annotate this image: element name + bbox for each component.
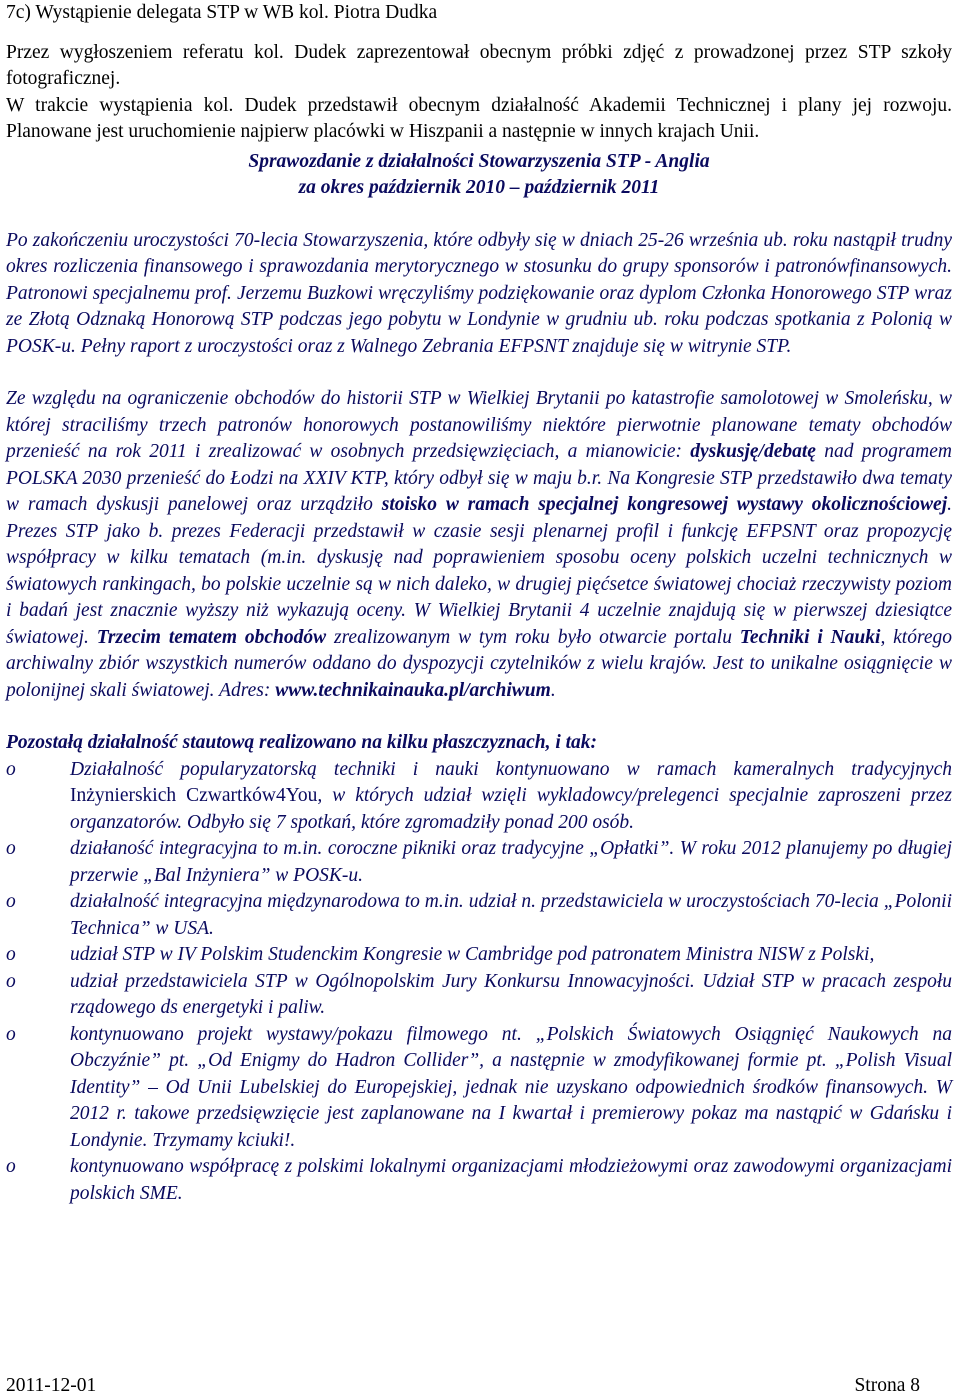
page-footer xyxy=(6,1373,952,1399)
bullet-icon: o xyxy=(6,838,16,859)
paragraph-2-part-k: . xyxy=(550,679,556,701)
list-item xyxy=(6,969,952,1022)
bullet-icon: o xyxy=(6,891,16,912)
report-paragraph-1: Po zakończeniu uroczystości 70-lecia Stowarzyszenia, które odbyły się w dniach 25-26 września ub. roku nastąpił trudny okres rozliczenia finansowego i sprawozdania merytorycznego w stosunku do grupy sponsorów i patronówfinansowych. Patronowi specjalnemu prof. Jerzemu Buzkowi wręczyliśmy podziękowanie oraz dyplom Członka Honorowego STP wraz ze Złotą Odznaką Honorową STP podczas jego pobytu w Londynie w grudniu ub. roku podczas spotkania z Polonią w POSK-u. Pełny raport z uroczystości oraz z Walnego Zebrania EFPSNT znajduje się w witrynie STP. xyxy=(6,229,952,357)
list-item-text: udział przedstawiciela STP w Ogólnopolskim Jury Konkursu Innowacyjności. Udział STP w pracach zespołu rządowego ds energetyki i paliw. xyxy=(70,970,952,1018)
list-item xyxy=(6,889,952,942)
list-item-text: kontynuowano projekt wystawy/pokazu filmowego nt. „Polskich Światowych Osiągnięć Naukowych na Obczyźnie” pt. „Od Enigmy do Hadron Collider”, a następnie w zmodyfikowanej formie pt. „Polish Visual Identity” – Od Unii Lubelskiej do Europejskiej, jednak nie uzyskano odpowiednich środków finansowych. W 2012 r. takowe przedsięwzięcie jest zaplanowane na I kwartał i premierowy pokaz ma nastąpić w Gdańsku i Londynie. Trzymamy kciuki!. xyxy=(70,1023,952,1151)
list-item-text: udział STP w IV Polskim Studenckim Kongresie w Cambridge pod patronatem Ministra NISW z Polski, xyxy=(70,944,875,965)
paragraph-2-portal-name: Techniki i Nauki xyxy=(739,626,881,648)
list-item xyxy=(6,1154,952,1207)
paragraph-2-part-c: nad programem POLSKA 2030 przenieść do Łodzi na XXIV KTP, który odbył się w maju b.r. Na Kongresie STP przedstawiło dwa tematy w ramach dyskusji panelowej oraz urządziło xyxy=(6,441,952,515)
paragraph-2-debate: dyskusję/debatę xyxy=(690,441,816,462)
bullet-icon: o xyxy=(6,1023,16,1045)
report-paragraph-2 xyxy=(6,386,952,704)
report-title-line-2: za okres październik 2010 – październik 2011 xyxy=(298,177,660,198)
list-item-text: działalność integracyjna międzynarodowa to m.in. udział n. przedstawiciela w uroczystościach 70-lecia „Polonii Technica” w USA. xyxy=(70,891,952,939)
paragraph-2-third-topic: Trzecim tematem obchodów xyxy=(96,626,327,648)
list-item-text-pre: Działalność popularyzatorską techniki i nauki kontynuowano w ramach kameralnych tradycyjnych xyxy=(70,758,952,780)
list-item-text-plain: Inżynierskich Czwartków4You xyxy=(70,785,318,806)
list-item-text: kontynuowano współpracę z polskimi lokalnymi organizacjami młodzieżowymi oraz zawodowymi organizacjami polskich SME. xyxy=(70,1156,952,1204)
bullet-icon: o xyxy=(6,1156,16,1177)
intro-paragraph-2: W trakcie wystąpienia kol. Dudek przedstawił obecnym działalność Akademii Technicznej i plany jej rozwoju. Planowane jest uruchomienie najpierw placówki w Hiszpanii a następnie w innych krajach Unii. xyxy=(6,94,952,142)
page-number: Strona 8 xyxy=(854,1375,920,1396)
footer-date: 2011-12-01 xyxy=(6,1375,97,1396)
bullet-icon: o xyxy=(6,758,16,780)
activity-list xyxy=(6,757,952,1208)
paragraph-2-part-e: . Prezes STP jako b. prezes Federacji przedstawił w czasie sesji plenarnej profil i funkcję EFPSNT oraz propozycję współpracy w kilku tematach (m.in. dyskusję nad poprawieniem sposobu oceny polskich uczelni technicznych w światowych rankingach, bo polskie uczelnie są w nich daleko, w drugiej pięćsetce światowej chociaż rzeczywisty poziom i badań jest znacznie wyższy niż wykazują oceny. W Wielkiej Brytanii 4 uczelnie znajdują się w pierwszej dziesiątce światowej. xyxy=(6,494,952,648)
list-heading: Pozostałą działalność stautową realizowano na kilku płaszczyznach, i tak: xyxy=(6,732,598,753)
list-item xyxy=(6,757,952,837)
list-item-text: działaność integracyjna to m.in. coroczne pikniki oraz tradycyjne „Opłatki”. W roku 2012 planujemy po długiej przerwie „Bal Inżyniera” w POSK-u. xyxy=(70,838,952,886)
bullet-icon: o xyxy=(6,970,16,992)
list-item xyxy=(6,836,952,889)
paragraph-2-stand: stoisko w ramach specjalnej kongresowej wystawy okolicznościowej xyxy=(381,494,948,515)
list-item-text-post: , w których udział wzięli wykladowcy/prelegenci specjalnie zaproszeni przez organzatorów. Odbyło się 7 spotkań, które zgromadziły ponad 200 osób. xyxy=(70,785,952,833)
paragraph-2-part-a: Ze względu na ograniczenie obchodów do historii STP w Wielkiej Brytanii po katastrofie samolotowej w Smoleńsku, w której straciliśmy trzech patronów honorowych postanowiliśmy niektóre pierwotnie planowane tematy obchodów przenieść na rok 2011 i zrealizować w osobnych przedsięwzięciach, a mianowicie: xyxy=(6,388,952,462)
archive-link[interactable]: www.technikainauka.pl/archiwum xyxy=(275,679,551,701)
intro-paragraph-1: Przez wygłoszeniem referatu kol. Dudek zaprezentował obecnym próbki zdjęć z prowadzonej przez STP szkoły fotograficznej. xyxy=(6,41,952,89)
list-item xyxy=(6,942,952,969)
paragraph-2-part-g: zrealizowanym w tym roku było otwarcie portalu xyxy=(326,626,740,648)
bullet-icon: o xyxy=(6,944,16,965)
document-page xyxy=(6,0,952,1396)
list-item xyxy=(6,1022,952,1155)
paragraph-2-part-i: , którego archiwalny zbiór wszystkich numerów oddano do dyspozycji czytelników z wielu krajów. Jest to unikalne osiągnięcie w polonijnej skali światowej. Adres: xyxy=(6,626,952,701)
section-heading: 7c) Wystąpienie delegata STP w WB kol. Piotra Dudka xyxy=(6,2,438,23)
report-title-line-1: Sprawozdanie z działalności Stowarzyszenia STP - Anglia xyxy=(248,150,710,172)
